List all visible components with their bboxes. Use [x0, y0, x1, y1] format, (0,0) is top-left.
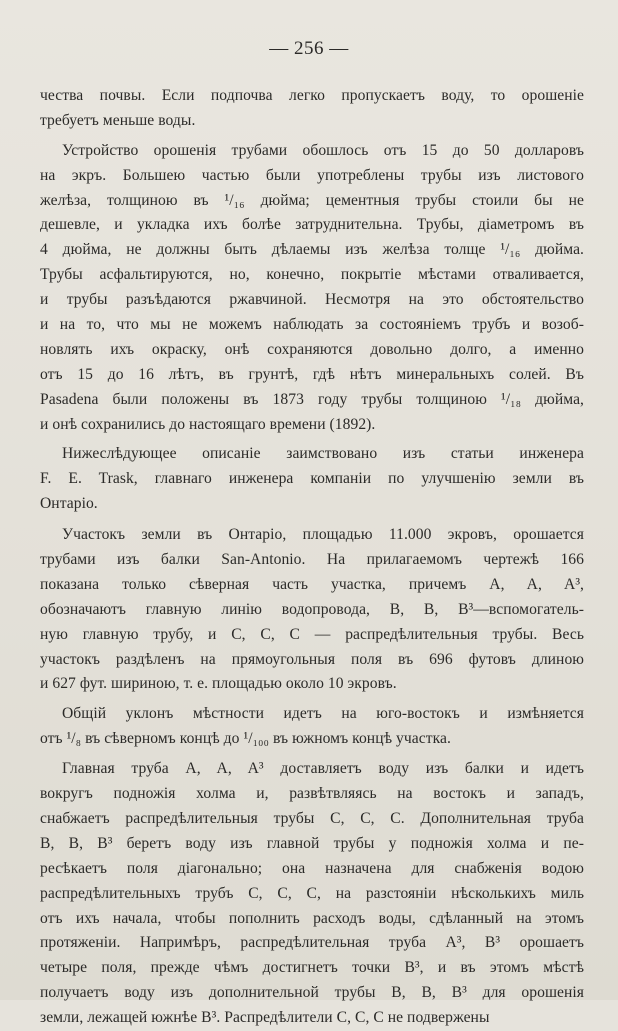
text-line: протяженіи. Напримѣръ, распредѣлительная труба A³, B³ орошаетъ — [40, 934, 584, 952]
text-line: B, B, B³ беретъ воду изъ главной трубы у подножія холма и пе- — [40, 834, 584, 852]
text-line: ную главную трубу, и C, C, C — распредѣлительныя трубы. Весь — [40, 625, 584, 643]
text-line: Трубы асфальтируются, но, конечно, покрытіе мѣстами отваливается, — [40, 266, 584, 284]
text-line: Главная труба A, A, A³ доставляетъ воду изъ балки и идетъ — [62, 760, 584, 778]
text-line: трубами изъ балки San-Antonio. На прилагаемомъ чертежѣ 166 — [40, 551, 584, 569]
text-line: земли, лежащей южнѣе B³. Распредѣлители C, C, C не подвержены — [40, 1009, 490, 1027]
text-line: на экръ. Большею частью были употреблены трубы изъ листового — [40, 166, 584, 184]
text-line: снабжаетъ распредѣлительныя трубы C, C, C. Дополнительная труба — [40, 809, 584, 827]
text-line: вокругъ подножія холма и, развѣтвляясь на востокъ и западъ, — [40, 785, 584, 803]
text-line: чества почвы. Если подпочва легко пропускаетъ воду, то орошеніе — [40, 87, 584, 104]
text-line: 4 дюйма, не должны быть дѣлаемы изъ желѣза толще ¹/₁₆ дюйма. — [40, 241, 584, 259]
paragraph — [40, 139, 584, 438]
text-line: получаетъ воду изъ дополнительной трубы B, B, B³ для орошенія — [40, 984, 584, 1002]
text-line: четыре поля, прежде чѣмъ достигнетъ точки B³, и въ этомъ мѣстѣ — [40, 959, 584, 977]
paragraph — [40, 702, 584, 752]
text-line: Нижеслѣдующее описаніе заимствовано изъ статьи инженера — [62, 445, 584, 463]
page-number: — 256 — — [269, 38, 349, 59]
text-line: Pasadena были положены въ 1873 году трубы толщиною ¹/₁₈ дюйма, — [40, 390, 584, 408]
text-line: и онѣ сохранились до настоящаго времени (1892). — [40, 415, 376, 433]
text-line: отъ ¹/₈ въ сѣверномъ концѣ до ¹/₁₀₀ въ южномъ концѣ участка. — [40, 730, 451, 748]
text-line: Устройство орошенія трубами обошлось отъ 15 до 50 долларовъ — [62, 141, 584, 159]
page-body — [40, 84, 584, 1031]
text-line: участокъ раздѣленъ на прямоугольныя поля въ 696 футовъ длиною — [40, 650, 584, 668]
text-line: обозначаютъ главную линію водопровода, B, B, B³—вспомогатель- — [40, 600, 584, 618]
text-line: Участокъ земли въ Онтаріо, площадью 11.000 экровъ, орошается — [62, 526, 584, 544]
text-line: ресѣкаетъ поля діагонально; она назначена для снабженія водою — [40, 859, 584, 877]
paragraph — [40, 442, 584, 517]
paragraph — [40, 84, 584, 134]
text-line: показана только сѣверная часть участка, причемъ A, A, A³, — [40, 575, 584, 593]
text-line: отъ 15 до 16 лѣтъ, въ грунтѣ, гдѣ нѣтъ минеральныхъ солей. Въ — [40, 365, 584, 383]
paragraph — [40, 523, 584, 697]
text-line: F. E. Trask, главнаго инженера компаніи по улучшенію земли въ — [40, 470, 584, 488]
paragraph — [40, 757, 584, 1031]
text-line: Общій уклонъ мѣстности идетъ на юго-востокъ и измѣняется — [62, 705, 584, 723]
text-line: желѣза, толщиною въ ¹/₁₆ дюйма; цементныя трубы стоили бы не — [40, 191, 584, 209]
text-line: Онтаріо. — [40, 495, 98, 513]
text-line: требуетъ меньше воды. — [40, 111, 196, 129]
text-line: распредѣлительныхъ трубъ C, C, C, на разстояніи нѣсколькихъ миль — [40, 884, 584, 902]
text-line: дешевле, и укладка ихъ болѣе затруднительна. Трубы, діаметромъ въ — [40, 216, 584, 234]
text-line: новлять ихъ окраску, онѣ сохраняются довольно долго, а именно — [40, 340, 584, 358]
text-line: отъ ихъ начала, чтобы пополнить расходъ воды, сдѣланный на этомъ — [40, 909, 584, 927]
text-line: и 627 фут. шириною, т. е. площадью около 10 экровъ. — [40, 675, 397, 693]
text-line: и на то, что мы не можемъ наблюдать за состояніемъ трубъ и возоб- — [40, 316, 584, 334]
text-line: и трубы разъѣдаются ржавчиной. Несмотря на это обстоятельство — [40, 291, 584, 309]
